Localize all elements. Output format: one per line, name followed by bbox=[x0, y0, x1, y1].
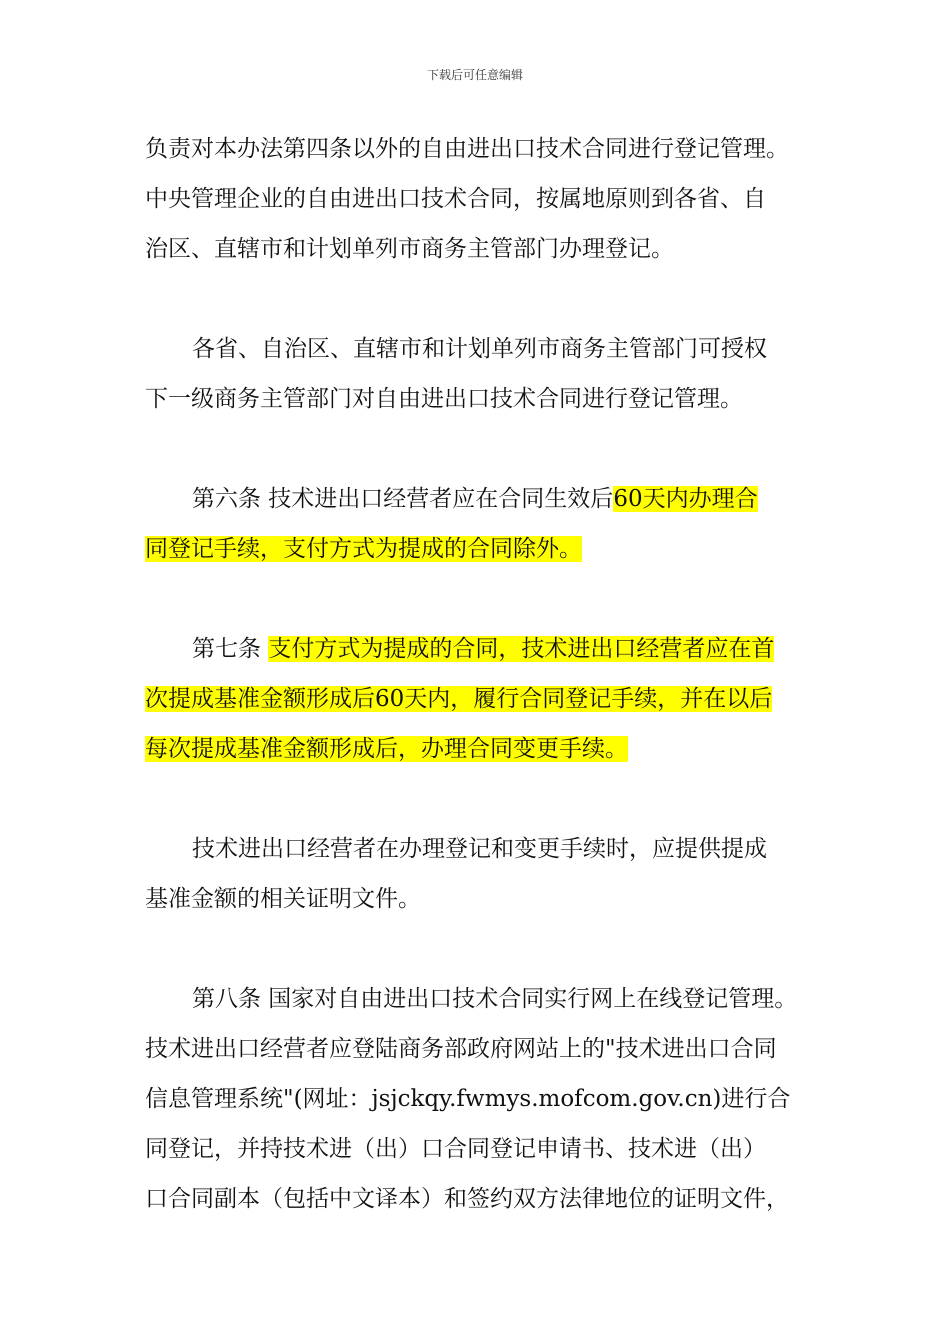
text-line: 中央管理企业的自由进出口技术合同，按属地原则到各省、自 bbox=[145, 186, 766, 212]
highlighted-text: 支付方式为提成的合同，技术进出口经营者应在首 bbox=[268, 636, 775, 662]
highlighted-text: 60天内办理合 bbox=[613, 486, 758, 512]
highlighted-text: 每次提成基准金额形成后，办理合同变更手续。 bbox=[145, 736, 628, 762]
text-line bbox=[145, 534, 582, 564]
text-line: 基准金额的相关证明文件。 bbox=[145, 886, 421, 912]
text-line bbox=[145, 734, 628, 764]
article-7-heading-line: 第七条 支付方式为提成的合同，技术进出口经营者应在首 bbox=[192, 636, 775, 662]
article-8-heading-line: 第八条 国家对自由进出口技术合同实行网上在线登记管理。 bbox=[192, 986, 798, 1012]
text-line bbox=[145, 684, 772, 714]
text-line: 负责对本办法第四条以外的自由进出口技术合同进行登记管理。 bbox=[145, 136, 789, 162]
paragraph-first-line: 技术进出口经营者在办理登记和变更手续时，应提供提成 bbox=[192, 836, 767, 862]
text-line: 同登记，并持技术进（出）口合同登记申请书、技术进（出） bbox=[145, 1136, 766, 1162]
highlighted-text: 同登记手续，支付方式为提成的合同除外。 bbox=[145, 536, 582, 562]
highlighted-text: 次提成基准金额形成后60天内，履行合同登记手续，并在以后 bbox=[145, 686, 773, 712]
text-line: 治区、直辖市和计划单列市商务主管部门办理登记。 bbox=[145, 236, 674, 262]
text-line: 口合同副本（包括中文译本）和签约双方法律地位的证明文件， bbox=[145, 1186, 789, 1212]
page-header: 下载后可任意编辑 bbox=[426, 68, 523, 82]
article-6-heading-line: 第六条 技术进出口经营者应在合同生效后60天内办理合 bbox=[192, 486, 758, 512]
text-line: 下一级商务主管部门对自由进出口技术合同进行登记管理。 bbox=[145, 386, 743, 412]
text-line: 技术进出口经营者应登陆商务部政府网站上的"技术进出口合同 bbox=[145, 1036, 777, 1062]
text-line: 信息管理系统"(网址：jsjckqy.fwmys.mofcom.gov.cn)进行合 bbox=[145, 1086, 791, 1112]
paragraph-first-line: 各省、自治区、直辖市和计划单列市商务主管部门可授权 bbox=[192, 336, 767, 362]
